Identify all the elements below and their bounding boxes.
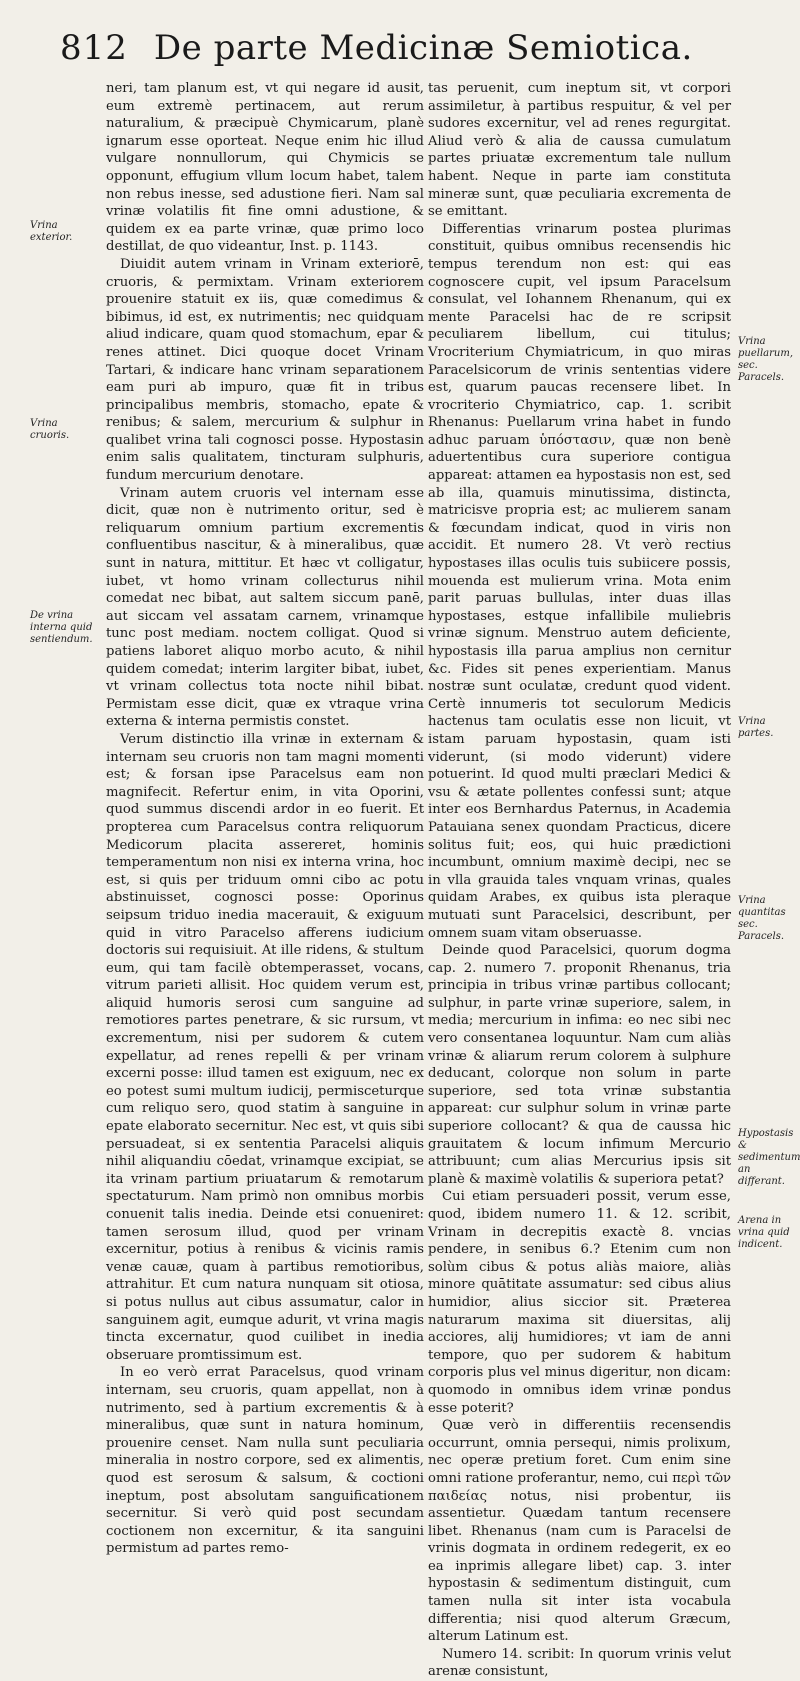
- catchword-line: Numero 14. scribit: In quorum vrinis velut arenæ consistunt,: [428, 1646, 731, 1680]
- paragraph: Cui etiam persuaderi possit, verum esse, quod, ibidem numero 11. & 12. scribit, Vrinam in decrepitis exactè 8. vncias pendere, in senibus 6.? Etenim cum non solùm cibus & potus aliàs maiore, aliàs minore quātitate assumatur: sed cibus alius humidior, alius siccior sit. Præterea naturarum maxima sit diuersitas, alij acciores, alij humidiores; vt iam de anni tempore, quo per sudorem & habitum corporis plus vel minus digeritur, non dicam: quomodo in omnibus idem vrinæ pondus esse poterit?: [428, 1189, 731, 1416]
- paragraph: In eo verò errat Paracelsus, quod vrinam internam, seu cruoris, quam appellat, non à nutrimento, sed à partium excrementis & à mineralibus, quæ sunt in natura hominum, prouenire censet. Nam nulla sunt peculiaria mineralia in nostro corpore, sed ex alimentis, quod est serosum & salsum, & coctioni ineptum, post absolutam sanguificationem secernitur. Si verò quid post secundam coctionem non excernitur, & ita sanguini permistum ad partes remo-: [106, 1365, 424, 1557]
- margin-note-right: Vrina quantitas sec. Paracels.: [738, 895, 786, 942]
- margin-note-right: Hypostasis & sedimentum an differant.: [738, 1128, 800, 1187]
- margin-note-left: De vrina interna quid sentiendum.: [30, 610, 93, 645]
- left-text-column: [106, 80, 424, 1557]
- paragraph: neri, tam planum est, vt qui negare id ausit, eum extremè pertinacem, aut rerum naturalium, & præcipuè Chymicarum, planè ignarum esse oporteat. Neque enim hic illud vulgare nonnullorum, qui Chymicis se opponunt, effugium vllum locum habet, talem non rebus inesse, sed adustione fieri. Nam sal vrinæ volatilis fit fine omni adustione, & quidem ex ea parte vrinæ, quæ primo loco destillat, de quo videantur, Inst. p. 1143.: [106, 81, 424, 255]
- paragraph: Verum distinctio illa vrinæ in externam & internam seu cruoris non tam magni momenti est; & forsan ipse Paracelsus eam non magnifecit. Refertur enim, in vita Oporini, quod summus discendi ardor in eo fuerit. Et propterea cum Paracelsus contra reliquorum Medicorum placita assereret, hominis temperamentum non nisi ex interna vrina, hoc est, si quis per triduum omni cibo ac potu abstinuisset, cognosci posse: Oporinus seipsum triduo inedia macerauit, & exiguum quid in vitro Paracelso afferens iudicium doctoris sui requisiuit. At ille ridens, & stultum eum, qui tam facilè obtemperasset, vocans, vitrum parieti allisit. Hoc quidem verum est, aliquid humoris serosi cum sanguine ad remotiores partes penetrare, & sic rursum, vt excrementum, nisi per sudorem & cutem expellatur, ad renes repelli & per vrinam excerni posse: illud tamen est exiguum, nec ex eo potest sumi multum iudicij, permisceturque cum reliquo sero, quod statim à sanguine in epate elaborato secernitur. Nec est, vt quis sibi persuadeat, si ex sententia Paracelsi aliquis nihil aliquandiu cōedat, vrinamque excipiat, se ita vrinam partium priuatarum & remotarum spectaturum. Nam primò non omnibus morbis conuenit talis inedia. Deinde etsi conueniret: tamen serosum illud, quod per vrinam excernitur, potius à renibus & vicinis ramis venæ cauæ, quam à partibus remotioribus, attrahitur. Et cum natura nunquam sit otiosa, si potus nullus aut cibus assumatur, calor in sanguinem agit, eumque adurit, vt vrina magis tincta excernatur, quod cuilibet in inedia obseruare promtissimum est.: [106, 731, 424, 1363]
- running-title: De parte Medicinæ Semiotica.: [153, 28, 693, 68]
- margin-note-right: Vrina partes.: [738, 716, 774, 739]
- page-number: 812: [60, 28, 128, 68]
- margin-note-left: Vrina exterior.: [30, 220, 73, 243]
- paragraph: Differentias vrinarum postea plurimas constituit, quibus omnibus recensendis hic tempus terendum non est: qui eas cognoscere cupit, vel ipsum Paracelsum consulat, vel Iohannem Rhenanum, qui ex mente Paracelsi hac de re scripsit peculiarem libellum, cui titulus; Vrocriterium Chymiatricum, in quo miras Paracelsicorum de vrinis sententias videre est, quarum paucas recensere libet. In vrocriterio Chymiatrico, cap. 1. scribit Rhenanus: Puellarum vrina habet in fundo adhuc paruam ὑπόστασιν, quæ non benè aduertentibus cura superiore contigua appareat: attamen ea hypostasis non est, sed ab illa, quamuis minutissima, distincta, matricisve propria est; ac mulierem sanam & fœcundam indicat, quod in viris non accidit. Et numero 28. Vt verò rectius hypostases illas oculis tuis subiicere possis, mouenda est mulierum vrina. Mota enim parit paruas bullulas, inter duas illas hypostases, estque infallibile muliebris vrinæ signum. Menstruo autem deficiente, hypostasis illa parua amplius non cernitur &c. Fides sit penes experientiam. Manus nostræ sunt oculatæ, credunt quod vident. Certè innumeris tot seculorum Medicis hactenus tam oculatis esse non licuit, vt istam paruam hypostasin, quam isti viderunt, (si modo viderunt) videre potuerint. Id quod multi præclari Medici & vsu & ætate pollentes confessi sunt; atque inter eos Bernhardus Paternus, in Academia Patauiana senex quondam Practicus, dicere solitus fuit; eos, qui huic prædictioni incumbunt, omnium maximè decipi, nec se in vlla grauida tales vnquam vrinas, quales quidam Arabes, ex quibus ista pleraque mutuati sunt Paracelsici, describunt, per omnem suam vitam obseruasse.: [428, 221, 731, 941]
- paragraph: tas peruenit, cum ineptum sit, vt corpori assimiletur, à partibus respuitur, & vel per sudores excernitur, vel ad renes regurgitat. Aliud verò & alia de caussa cumulatum partes priuatæ excrementum tale nullum habent. Neque in parte iam constituta mineræ sunt, quæ peculiaria excrementa de se emittant.: [428, 81, 731, 220]
- right-text-column: [428, 80, 731, 1680]
- margin-note-left: Vrina cruoris.: [30, 418, 70, 441]
- margin-note-right: Vrina puellarum, sec. Paracels.: [738, 336, 793, 383]
- paragraph: Quæ verò in differentiis recensendis occurrunt, omnia persequi, nimis prolixum, nec operæ pretium foret. Cum enim sine omni ratione proferantur, nemo, cui περὶ τῶν παιδείας notus, nisi probentur, iis assentietur. Quædam tantum recensere libet. Rhenanus (nam cum is Paracelsi de vrinis dogmata in ordinem redegerit, ex eo ea inprimis allegare libet) cap. 3. inter hypostasin & sedimentum distinguit, cum tamen nulla sit inter ista vocabula differentia; nisi quod alterum Græcum, alterum Latinum est.: [428, 1418, 731, 1645]
- margin-note-right: Arena in vrina quid indicent.: [738, 1215, 790, 1250]
- paragraph: Vrinam autem cruoris vel internam esse dicit, quæ non è nutrimento oritur, sed è reliquarum omnium partium excrementis confluentibus nascitur, & à mineralibus, quæ sunt in natura, mittitur. Et hæc vt colligatur, iubet, vt homo vrinam collecturus nihil comedat nec bibat, aut saltem siccum panē, aut siccam vel assatam carnem, vrinamque tunc post mediam. noctem colligat. Quod si patiens laboret aliquo morbo acuto, & nihil quidem comedat; interim largiter bibat, iubet, vt vrinam collectus tota nocte nihil bibat. Permistam esse dicit, quæ ex vtraque vrina externa & interna permistis constet.: [106, 485, 424, 730]
- paragraph: Deinde quod Paracelsici, quorum dogma cap. 2. numero 7. proponit Rhenanus, tria principia in tribus vrinæ partibus collocant; sulphur, in parte vrinæ superiore, salem, in media; mercurium in infima: eo nec sibi nec vero consentanea loquuntur. Nam cum aliàs vrinæ & aliarum rerum colorem à sulphure deducant, colorque non solum in parte superiore, sed tota vrinæ substantia appareat: cur sulphur solum in vrinæ parte superiore collocant? & qua de caussa hic grauitatem & locum infimum Mercurio attribuunt; cum alias Mercurius ipsis sit planè & maximè volatilis & superiora petat?: [428, 943, 731, 1187]
- paragraph: Diuidit autem vrinam in Vrinam exteriorē, cruoris, & permixtam. Vrinam exteriorem prouenire statuit ex iis, quæ comedimus & bibimus, id est, ex nutrimentis; nec quidquam aliud indicare, quam quod stomachum, epar & renes attinet. Dici quoque docet Vrinam Tartari, & indicare hanc vrinam separationem eam puri ab impuro, quæ fit in tribus principalibus membris, stomacho, epate & renibus; & salem, mercurium & sulphur in qualibet vrina tali cognosci posse. Hypostasin enim salis qualitatem, tincturam sulphuris, fundum mercurium denotare.: [106, 256, 424, 484]
- page-header: [60, 28, 780, 78]
